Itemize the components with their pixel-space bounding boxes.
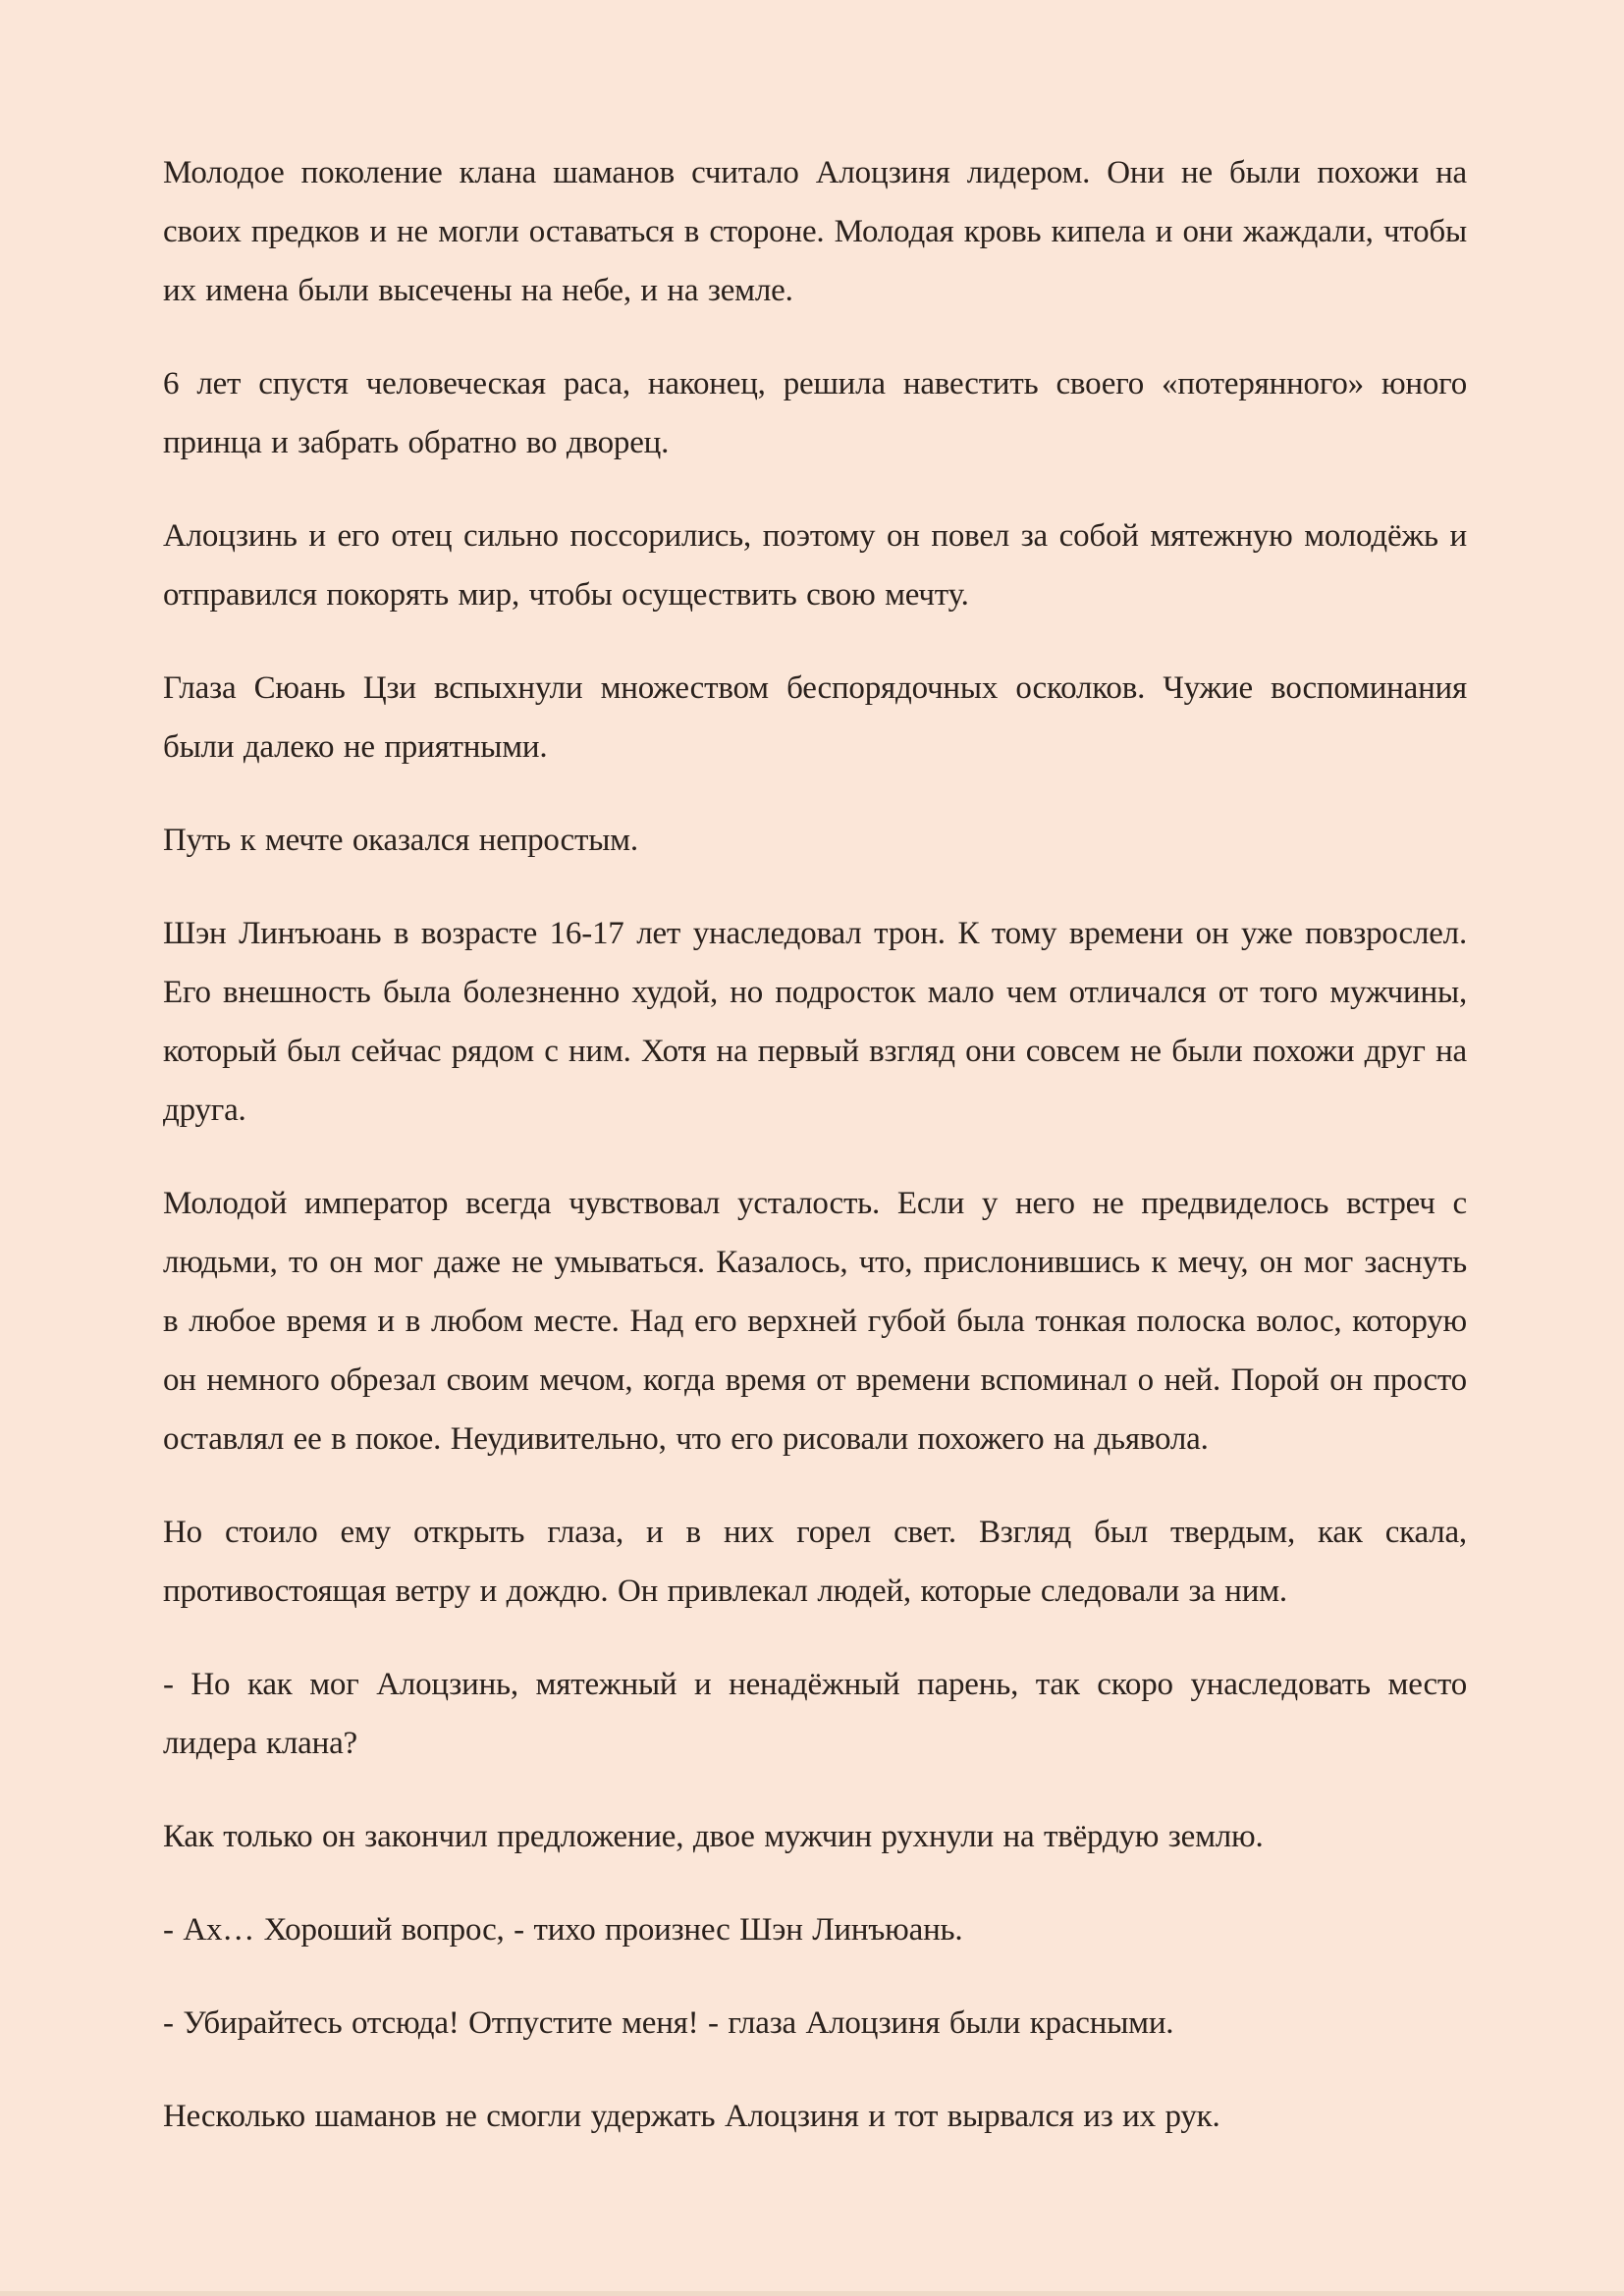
paragraph: Молодой император всегда чувствовал усталость. Если у него не предвиделось встреч с людьми, то он мог даже не умываться. Казалось, что, прислонившись к мечу, он мог заснуть в любое время и в любом месте. Над его верхней губой была тонкая полоска волос, которую он немного обрезал своим мечом, когда время от времени вспоминал о ней. Порой он просто оставлял ее в покое. Неудивительно, что его рисовали похожего на дьявола.	[163, 1186, 1467, 1457]
paragraph: Шэн Линъюань в возрасте 16-17 лет унаследовал трон. К тому времени он уже повзрослел. Его внешность была болезненно худой, но подросток мало чем отличался от того мужчины, который был сейчас рядом с ним. Хотя на первый взгляд они совсем не были похожи друг на друга.	[163, 916, 1467, 1128]
paragraph: Но стоило ему открыть глаза, и в них горел свет. Взгляд был твердым, как скала, противостоящая ветру и дождю. Он привлекал людей, которые следовали за ним.	[163, 1515, 1467, 1609]
paragraph: - Убирайтесь отсюда! Отпустите меня! - глаза Алоцзиня были красными.	[163, 2005, 1174, 2041]
page-bottom-edge	[0, 2291, 1624, 2296]
paragraph: Как только он закончил предложение, двое мужчин рухнули на твёрдую землю.	[163, 1819, 1264, 1854]
paragraph: Глаза Сюань Цзи вспыхнули множеством беспорядочных осколков. Чужие воспоминания были далеко не приятными.	[163, 670, 1467, 765]
paragraph: Несколько шаманов не смогли удержать Алоцзиня и тот вырвался из их рук.	[163, 2099, 1220, 2134]
paragraph: - Ах… Хороший вопрос, - тихо произнес Шэн Линъюань.	[163, 1912, 963, 1948]
paragraph: Молодое поколение клана шаманов считало Алоцзиня лидером. Они не были похожи на своих предков и не могли оставаться в стороне. Молодая кровь кипела и они жаждали, чтобы их имена были высечены на небе, и на земле.	[163, 155, 1467, 308]
paragraph: Алоцзинь и его отец сильно поссорились, поэтому он повел за собой мятежную молодёжь и отправился покорять мир, чтобы осуществить свою мечту.	[163, 518, 1467, 613]
paragraph: Путь к мечте оказался непростым.	[163, 823, 638, 858]
paragraph: - Но как мог Алоцзинь, мятежный и ненадёжный парень, так скоро унаследовать место лидера клана?	[163, 1667, 1467, 1761]
paragraph: 6 лет спустя человеческая раса, наконец, решила навестить своего «потерянного» юного принца и забрать обратно во дворец.	[163, 366, 1467, 460]
